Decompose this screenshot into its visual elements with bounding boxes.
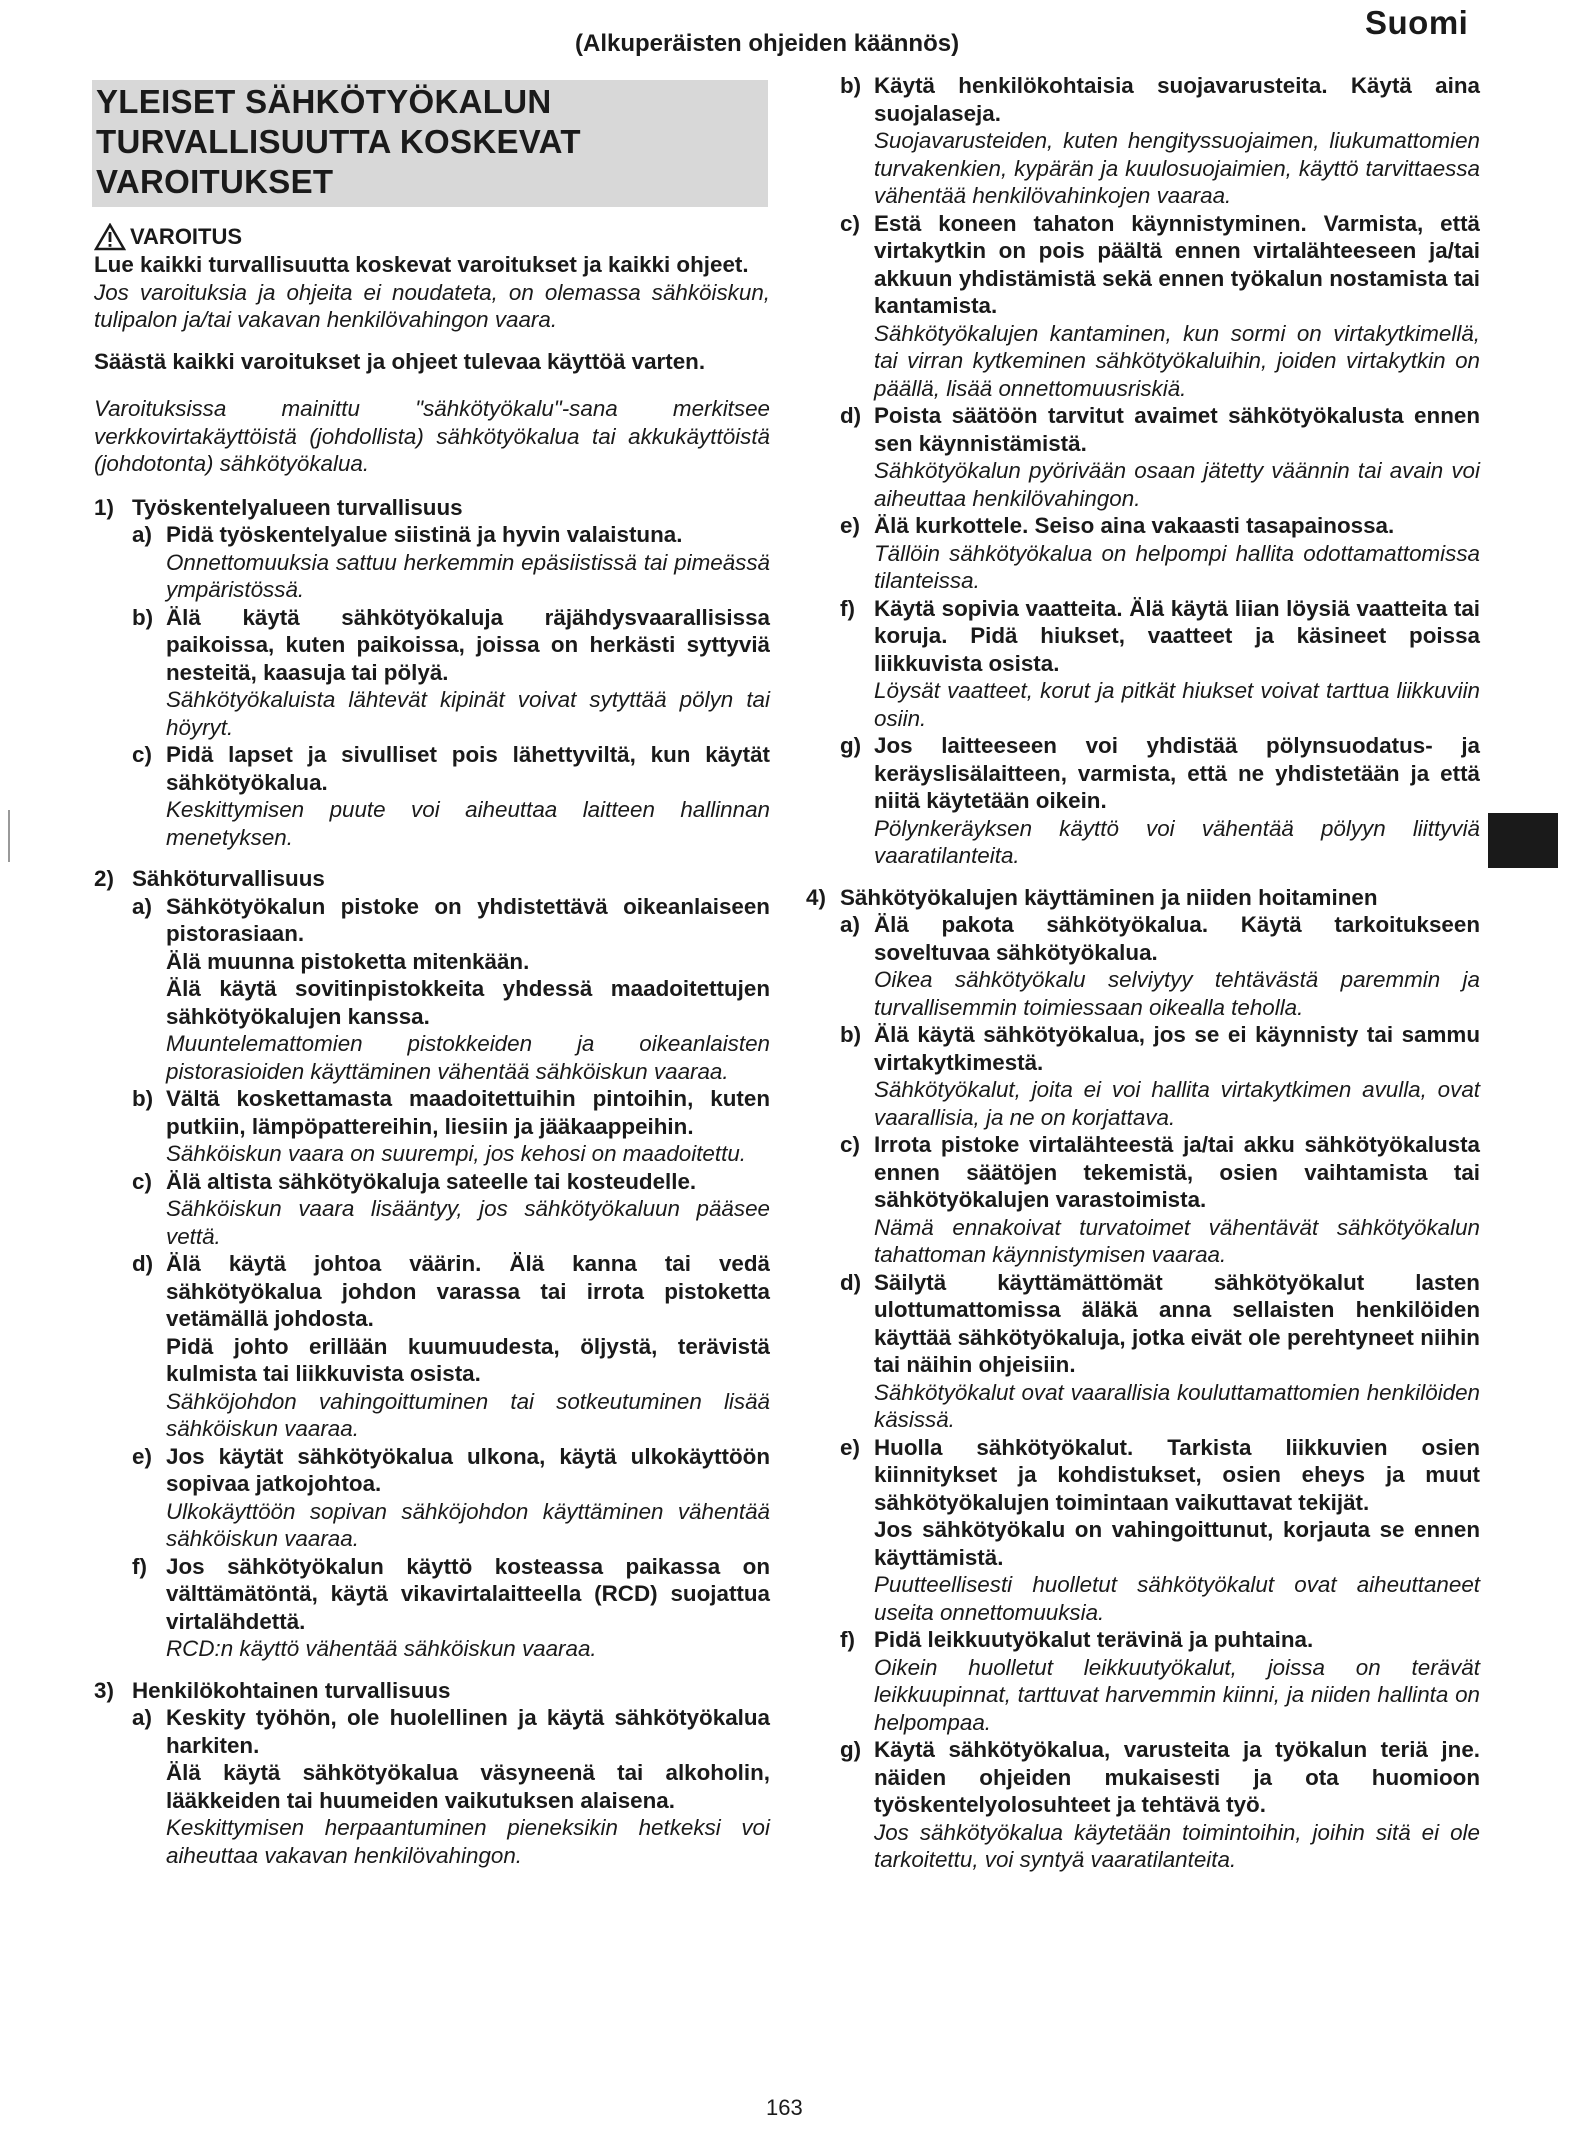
item-note: Ulkokäyttöön sopivan sähköjohdon käyttäminen vähentää sähköiskun vaaraa. [166,1498,770,1551]
section-title: Työskentelyalueen turvallisuus [132,494,463,520]
right-column [806,72,1480,1874]
item-label: a) [840,912,860,937]
section-heading [94,1677,770,1705]
item-note: RCD:n käyttö vähentää sähköiskun vaaraa. [166,1636,597,1661]
item-text: Keskity työhön, ole huolellinen ja käytä sähkötyökalua harkiten. [166,1705,770,1758]
list-item [132,741,770,851]
item-note: Keskittymisen puute voi aiheuttaa laitteen hallinnan menetyksen. [166,797,770,850]
item-text: Käytä sähkötyökalua, varusteita ja työkalun teriä jne. näiden ohjeiden mukaisesti ja ota huomioon työskentelyolosuhteet ja tehtävä työ. [874,1737,1480,1817]
item-note: Sähkötyökalut ovat vaarallisia kouluttamattomien henkilöiden käsissä. [874,1379,1480,1432]
item-text: Älä käytä sähkötyökalua väsyneenä tai alkoholin, lääkkeiden tai huumeiden vaikutuksen alaisena. [166,1760,770,1813]
list-item [840,1021,1480,1131]
list-item [840,1434,1480,1627]
item-note: Pölynkeräyksen käyttö voi vähentää pölyyn liittyviä vaaratilanteita. [874,815,1480,868]
item-note: Onnettomuuksia sattuu herkemmin epäsiistissä tai pimeässä ympäristössä. [166,549,770,602]
list-item [840,1626,1480,1736]
item-text: Älä käytä sähkötyökalua, jos se ei käynnisty tai sammu virtakytkimestä. [874,1022,1480,1075]
item-text: Älä kurkottele. Seiso aina vakaasti tasapainossa. [874,513,1395,538]
main-title-box [92,80,768,207]
item-text: Älä käytä johtoa väärin. Älä kanna tai vedä sähkötyökalua johdon varassa tai irrota pistoketta vetämällä johdosta. [166,1251,770,1331]
item-note: Keskittymisen herpaantuminen pieneksikin hetkeksi voi aiheuttaa vakavan henkilövahingon. [166,1815,770,1868]
section-number: 1) [94,494,114,520]
item-text: Jos sähkötyökalu on vahingoittunut, korjauta se ennen käyttämistä. [874,1517,1480,1570]
item-text: Vältä koskettamasta maadoitettuihin pintoihin, kuten putkiin, lämpöpattereihin, liesiin ja jääkaappeihin. [166,1086,770,1139]
item-label: d) [840,403,862,428]
warning-label: VAROITUS [130,224,243,250]
item-text: Käytä henkilökohtaisia suojavarusteita. Käytä aina suojalaseja. [874,73,1480,126]
term-definition: Varoituksissa mainittu "sähkötyökalu"-sana merkitsee verkkovirtakäyttöistä (johdollista) sähkötyökalua tai akkukäyttöistä (johdotonta) sähkötyökalua. [94,396,770,476]
item-label: e) [840,1434,860,1460]
list-item [840,512,1480,595]
item-note: Muuntelemattomien pistokkeiden ja oikeanlaisten pistorasioiden käyttäminen vähentää sähköiskun vaaraa. [166,1031,770,1084]
item-text: Älä muunna pistoketta mitenkään. [166,948,530,974]
list-item [132,1168,770,1251]
item-note: Sähkötyökalut, joita ei voi hallita virtakytkimen avulla, ovat vaarallisia, ja ne on korjattava. [874,1077,1480,1130]
section-number: 2) [94,866,114,891]
list-item [840,732,1480,870]
section-heading [806,884,1480,912]
item-label: g) [840,1737,862,1762]
save-instructions: Säästä kaikki varoitukset ja ohjeet tulevaa käyttöä varten. [94,348,706,374]
item-note: Oikea sähkötyökalu selviytyy tehtävästä paremmin ja turvallisemmin toimiessaan oikealla teholla. [874,967,1480,1020]
item-text: Poista säätöön tarvitut avaimet sähkötyökalusta ennen sen käynnistämistä. [874,403,1480,456]
item-text: Pidä työskentelyalue siistinä ja hyvin valaistuna. [166,522,683,547]
item-label: a) [132,893,152,919]
item-label: f) [132,1553,147,1579]
section-body [94,893,770,1663]
list-item [132,1250,770,1443]
margin-mark [8,810,10,862]
list-item [840,72,1480,210]
item-label: b) [132,1086,154,1111]
list-item [132,1085,770,1168]
title-line: VAROITUKSET [96,163,334,200]
item-label: d) [840,1269,862,1295]
section-title: Henkilökohtainen turvallisuus [132,1677,451,1703]
item-label: f) [840,595,855,621]
item-note: Sähköiskun vaara on suurempi, jos kehosi on maadoitettu. [166,1141,747,1166]
item-text: Älä altista sähkötyökaluja sateelle tai kosteudelle. [166,1168,697,1194]
left-column [94,223,770,1869]
list-item [132,604,770,742]
item-text: Älä käytä sovitinpistokkeita yhdessä maadoitettujen sähkötyökalujen kanssa. [166,976,770,1029]
item-text: Pidä johto erillään kuumuudesta, öljystä, terävistä kulmista tai liikkuvista osista. [166,1333,770,1386]
item-note: Sähkötyökalujen kantaminen, kun sormi on virtakytkimellä, tai virran kytkeminen sähkötyökaluihin, joiden virtakytkin on päällä, lisää onnettomuusriskiä. [874,320,1480,401]
item-text: Huolla sähkötyökalut. Tarkista liikkuvien osien kiinnitykset ja kohdistukset, osien eheys ja muut sähkötyökalujen toimintaan vaikuttavat tekijät. [874,1434,1480,1515]
item-note: Löysät vaatteet, korut ja pitkät hiukset voivat tarttua liikkuviin osiin. [874,678,1480,731]
item-label: a) [132,522,152,547]
item-text: Jos sähkötyökalun käyttö kosteassa paikassa on välttämätöntä, käytä vikavirtalaitteella (RCD) suojattua virtalähdettä. [166,1553,770,1634]
title-line: YLEISET SÄHKÖTYÖKALUN [96,83,552,120]
list-item [840,402,1480,512]
item-text: Irrota pistoke virtalähteestä ja/tai akku sähkötyökalusta ennen säätöjen tekemistä, osien vaihtamista tai sähkötyökalujen varastoimista. [874,1132,1480,1212]
item-note: Oikein huolletut leikkuutyökalut, joissa on terävät leikkuupinnat, tarttuvat harvemmin kiinni, ja niiden hallinta on helpompaa. [874,1654,1480,1735]
list-item [132,893,770,1086]
section-number: 4) [806,884,826,910]
section-heading [94,494,770,522]
list-item [840,210,1480,403]
translation-note: (Alkuperäisten ohjeiden käännös) [575,30,960,57]
language-header: Suomi [1365,4,1469,41]
section-heading [94,865,770,893]
item-text: Sähkötyökalun pistoke on yhdistettävä oikeanlaiseen pistorasiaan. [166,893,770,946]
item-text: Älä pakota sähkötyökalua. Käytä tarkoitukseen soveltuvaa sähkötyökalua. [874,912,1480,965]
item-label: c) [840,1132,860,1157]
item-note: Tällöin sähkötyökalua on helpompi hallita odottamattomissa tilanteissa. [874,540,1480,593]
item-label: e) [840,513,860,538]
item-label: b) [840,1022,862,1047]
list-item [840,595,1480,733]
item-label: e) [132,1443,152,1469]
item-label: c) [132,742,152,767]
item-note: Suojavarusteiden, kuten hengityssuojaimen, liukumattomien turvakenkien, kypärän ja kuulosuojaimien, käyttö tarvittaessa vähentää henkilövahinkojen vaaraa. [874,128,1480,208]
item-text: Älä käytä sähkötyökaluja räjähdysvaarallisissa paikoissa, kuten paikoissa, joissa on herkästi syttyviä nesteitä, kaasuja tai pölyä. [166,604,770,685]
item-label: b) [132,604,154,630]
list-item [132,1443,770,1553]
item-note: Sähkötyökaluista lähtevät kipinät voivat sytyttää pölyn tai höyryt. [166,687,770,740]
item-text: Käytä sopivia vaatteita. Älä käytä liian löysiä vaatteita tai koruja. Pidä hiukset, vaatteet ja käsineet poissa liikkuvista osista. [874,595,1480,676]
item-label: f) [840,1627,855,1652]
item-label: c) [840,210,860,236]
page-number: 163 [766,2095,803,2120]
warning-intro: Lue kaikki turvallisuutta koskevat varoitukset ja kaikki ohjeet. [94,252,749,277]
item-label: a) [132,1705,152,1730]
language-side-tab [1488,813,1558,868]
item-text: Jos laitteeseen voi yhdistää pölynsuodatus- ja keräyslisälaitteen, varmista, että ne yhdistetään ja että niitä käytetään oikein. [874,733,1480,813]
list-item [840,1736,1480,1874]
list-item [132,521,770,604]
item-text: Säilytä käyttämättömät sähkötyökalut lasten ulottumattomissa äläkä anna sellaisten henkilöiden käyttää sähkötyökaluja, jotka eivät ole perehtyneet niihin tai näihin ohjeisiin. [874,1269,1480,1377]
list-item [840,911,1480,1021]
item-text: Pidä leikkuutyökalut terävinä ja puhtaina. [874,1627,1314,1652]
item-note: Sähkötyökalun pyörivään osaan jätetty väännin tai avain voi aiheuttaa henkilövahingon. [874,458,1480,511]
list-item [132,1704,770,1869]
item-text: Estä koneen tahaton käynnistyminen. Varmista, että virtakytkin on pois päältä ennen virtalähteeseen ja/tai akkuun yhdistämistä sekä ennen työkalun nostamista tai kantamista. [874,210,1480,318]
section-title: Sähköturvallisuus [132,866,325,891]
item-text: Pidä lapset ja sivulliset pois lähettyviltä, kun käytät sähkötyökalua. [166,742,770,795]
item-label: d) [132,1251,154,1276]
item-label: b) [840,73,862,98]
item-note: Puutteellisesti huolletut sähkötyökalut ovat aiheuttaneet useita onnettomuuksia. [874,1572,1480,1625]
list-item [840,1269,1480,1434]
section-number: 3) [94,1677,114,1703]
item-label: g) [840,733,862,758]
list-item [840,1131,1480,1269]
item-text: Jos käytät sähkötyökalua ulkona, käytä ulkokäyttöön sopivaa jatkojohtoa. [166,1443,770,1496]
item-note: Nämä ennakoivat turvatoimet vähentävät sähkötyökalun tahattoman käynnistymisen vaaraa. [874,1214,1480,1267]
item-note: Sähköjohdon vahingoittuminen tai sotkeutuminen lisää sähköiskun vaaraa. [166,1388,770,1441]
warning-consequence: Jos varoituksia ja ohjeita ei noudateta, on olemassa sähköiskun, tulipalon ja/tai vakavan henkilövahingon vaara. [94,279,770,332]
warning-heading [94,223,770,251]
warning-triangle-icon [94,223,126,251]
item-label: c) [132,1168,152,1194]
section-body [94,1704,770,1869]
item-note: Jos sähkötyökalua käytetään toimintoihin, joihin sitä ei ole tarkoitettu, voi syntyä vaaratilanteita. [874,1819,1480,1872]
section-body [94,521,770,851]
item-note: Sähköiskun vaara lisääntyy, jos sähkötyökaluun pääsee vettä. [166,1196,770,1249]
title-line: TURVALLISUUTTA KOSKEVAT [96,123,581,160]
section-title: Sähkötyökalujen käyttäminen ja niiden hoitaminen [840,884,1378,910]
list-item [132,1553,770,1663]
